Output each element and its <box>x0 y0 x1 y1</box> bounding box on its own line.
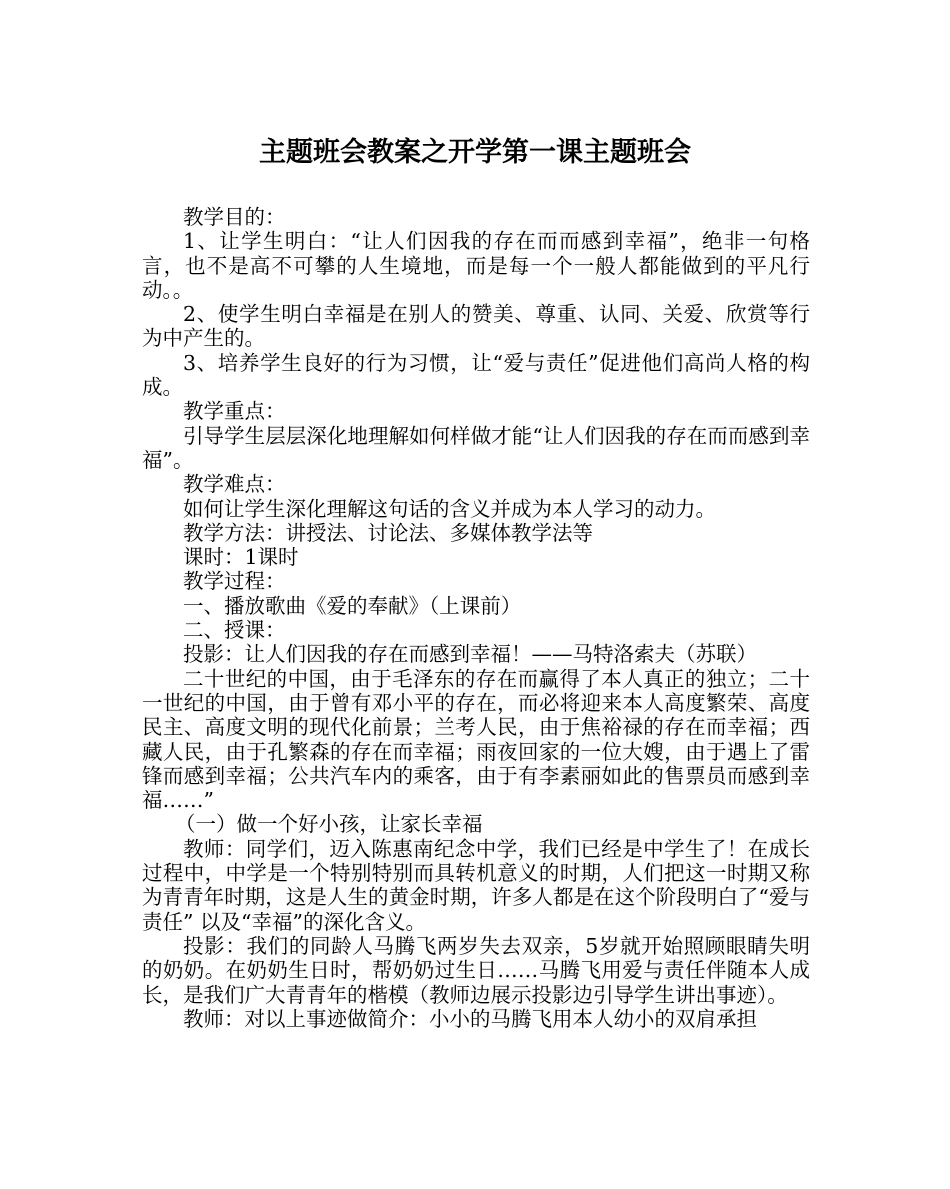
paragraph: 教学重点： <box>183 399 286 424</box>
document-title: 主题班会教案之开学第一课主题班会 <box>259 137 691 168</box>
paragraph: 投影：我们的同龄人马腾飞两岁失去双亲，5岁就开始照顾眼睛失明的奶奶。在奶奶生日时，帮奶奶过生日……马腾飞用爱与责任伴随本人成长，是我们广大青青年的楷模（教师边展示投影边引导学生讲出事迹）。 <box>142 933 810 1007</box>
document-body <box>142 205 810 1031</box>
paragraph: 二、授课： <box>183 618 286 643</box>
paragraph: 教学方法：讲授法、讨论法、多媒体教学法等 <box>183 520 593 545</box>
paragraph: 如何让学生深化理解这句话的含义并成为本人学习的动力。 <box>183 496 716 521</box>
paragraph: 投影：让人们因我的存在而感到幸福！——马特洛索夫（苏联） <box>183 642 757 667</box>
paragraph: （一）做一个好小孩，让家长幸福 <box>175 812 483 837</box>
paragraph: 3、培养学生良好的行为习惯，让“爱与责任”促进他们高尚人格的构成。 <box>142 350 810 400</box>
paragraph: 教学难点： <box>183 472 286 497</box>
paragraph: 二十世纪的中国，由于毛泽东的存在而赢得了本人真正的独立；二十一世纪的中国，由于曾有邓小平的存在，而必将迎来本人高度繁荣、高度民主、高度文明的现代化前景；兰考人民，由于焦裕禄的存在而幸福；西藏人民，由于孔繁森的存在而幸福；雨夜回家的一位大嫂，由于遇上了雷锋而感到幸福；公共汽车内的乘客，由于有李素丽如此的售票员而感到幸福……” <box>142 666 810 813</box>
paragraph: 教师：同学们，迈入陈惠南纪念中学，我们已经是中学生了！在成长过程中，中学是一个特别特别而具转机意义的时期，人们把这一时期又称为青青年时期，这是人生的黄金时期，许多人都是在这个阶段明白了“爱与责任” 以及“幸福”的深化含义。 <box>142 836 810 934</box>
paragraph: 教学目的： <box>183 205 286 229</box>
paragraph: 2、使学生明白幸福是在别人的赞美、尊重、认同、关爱、欣赏等行为中产生的。 <box>142 302 810 351</box>
paragraph: 教师：对以上事迹做简介：小小的马腾飞用本人幼小的双肩承担 <box>183 1006 757 1031</box>
paragraph: 教学过程： <box>183 569 286 594</box>
paragraph: 一、播放歌曲《爱的奉献》（上课前） <box>183 593 522 618</box>
paragraph: 课时：1课时 <box>183 545 299 570</box>
paragraph: 1、让学生明白：“让人们因我的存在而而感到幸福”，绝非一句格言，也不是高不可攀的人生境地，而是每一个一般人都能做到的平凡行动。。 <box>142 229 810 302</box>
paragraph: 引导学生层层深化地理解如何样做才能“让人们因我的存在而而感到幸福”。 <box>142 423 810 472</box>
